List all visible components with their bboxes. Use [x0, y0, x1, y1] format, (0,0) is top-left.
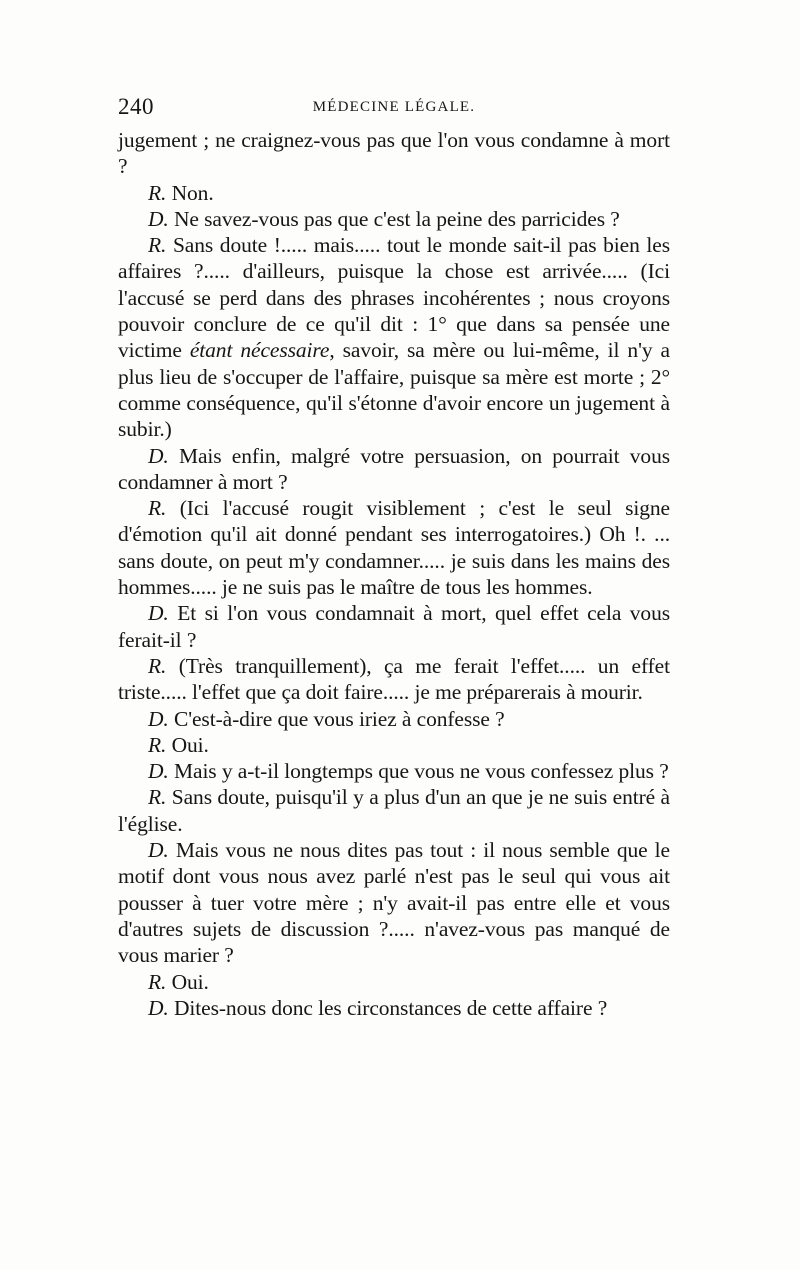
speaker-label: D.	[148, 601, 169, 626]
paragraph	[118, 732, 670, 758]
paragraph-text: Oui.	[166, 969, 209, 994]
paragraph	[118, 600, 670, 653]
speaker-label: R.	[148, 969, 167, 994]
paragraph-text: , savoir, sa mère ou lui-même, il n'y a plus lieu de s'occuper de l'affaire, puisque sa mère est morte ; 2° comme conséquence, qu'il s'étonne d'avoir encore un jugement à subir.)	[118, 338, 670, 442]
speaker-label: R.	[148, 785, 167, 810]
paragraph	[118, 784, 670, 837]
paragraph	[118, 180, 670, 206]
paragraph	[118, 206, 670, 232]
speaker-label: R.	[148, 496, 167, 521]
paragraph-text: Non.	[166, 180, 214, 205]
paragraph	[118, 758, 670, 784]
paragraph-text: Mais enfin, malgré votre persuasion, on pourrait vous condamner à mort ?	[118, 443, 670, 494]
paragraph-text: (Très tranquillement), ça me ferait l'effet..... un effet triste..... l'effet que ça doit faire..... je me préparerais à mourir.	[118, 653, 670, 705]
paragraph-text: Sans doute, puisqu'il y a plus d'un an que je ne suis entré à l'église.	[118, 785, 670, 836]
page-number: 240	[118, 94, 154, 119]
paragraph-text: Mais vous ne nous dites pas tout : il nous semble que le motif dont vous nous avez parlé n'est pas le seul qui vous ait pousser à tuer votre mère ; n'y avait-il pas entre elle et vous d'autres sujets de discussion ?..... n'avez-vous pas manqué de vous marier ?	[118, 838, 670, 968]
speaker-label: D.	[148, 759, 169, 784]
speaker-label: D.	[148, 706, 169, 731]
speaker-label: D.	[148, 838, 169, 863]
paragraph-text: Et si l'on vous condamnait à mort, quel effet cela vous ferait-il ?	[118, 601, 670, 652]
emphasized-text: étant nécessaire	[189, 338, 330, 363]
running-title: MÉDECINE LÉGALE.	[312, 99, 476, 115]
paragraph-text: Oui.	[166, 732, 209, 757]
paragraph	[118, 495, 670, 600]
paragraph-text: jugement ; ne craignez-vous pas que l'on vous condamne à mort ?	[118, 128, 670, 179]
paragraph	[118, 232, 670, 442]
paragraph-text: Dites-nous donc les circonstances de cette affaire ?	[168, 995, 608, 1020]
paragraph-text: Mais y a-t-il longtemps que vous ne vous confessez plus ?	[168, 759, 669, 784]
paragraph	[118, 443, 670, 496]
speaker-label: R.	[148, 732, 167, 757]
speaker-label: R.	[148, 653, 167, 678]
paragraph-text: Ne savez-vous pas que c'est la peine des parricides ?	[168, 206, 620, 231]
paragraph	[118, 706, 670, 732]
speaker-label: D.	[148, 206, 169, 231]
paragraph	[118, 127, 670, 180]
speaker-label: R.	[148, 180, 167, 205]
speaker-label: R.	[148, 233, 167, 258]
paragraph	[118, 837, 670, 968]
body-text	[118, 127, 670, 1021]
paragraph	[118, 969, 670, 995]
paragraph	[118, 653, 670, 706]
speaker-label: D.	[148, 995, 169, 1020]
paragraph-text: C'est-à-dire que vous iriez à confesse ?	[168, 706, 505, 731]
paragraph-text: Sans doute !..... mais..... tout le monde sait-il pas bien les affaires ?..... d'ailleurs, puisque la chose est arrivée..... (Ici l'accusé se perd dans des phrases incohérentes ; nous croyons pouvoir conclure de ce qu'il dit : 1° que dans sa pensée une victime	[118, 233, 670, 363]
page-header	[118, 94, 670, 124]
speaker-label: D.	[148, 443, 169, 468]
paragraph-text: (Ici l'accusé rougit visiblement ; c'est le seul signe d'émotion qu'il ait donné pendant ses interrogatoires.) Oh !. ... sans doute, on peut m'y condamner..... je suis dans les mains des hommes..... je ne suis pas le maître de tous les hommes.	[118, 496, 670, 600]
paragraph	[118, 995, 670, 1021]
